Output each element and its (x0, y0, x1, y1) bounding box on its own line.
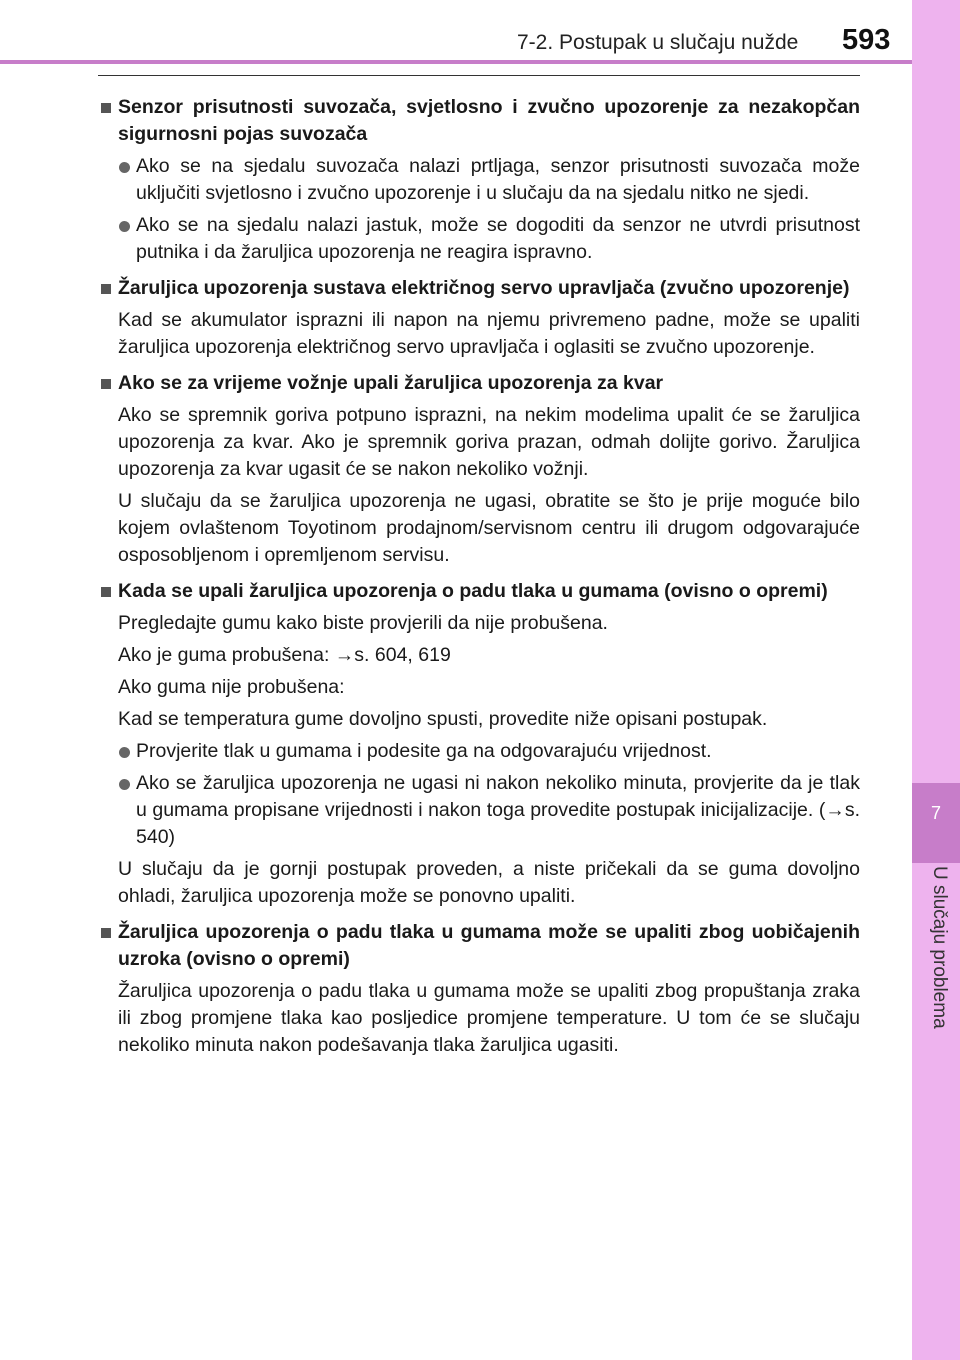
paragraph: U slučaju da se žaruljica upozorenja ne ugasi, obratite se što je prije moguće bilo kojem ovlaštenom Toyotinom prodajnom/servisnom centru ili drugom odgovarajuće osposobljenom i opremljenom servisu. (118, 490, 860, 566)
section-heading (98, 94, 860, 148)
section-heading (98, 919, 860, 973)
square-bullet-icon (101, 587, 111, 597)
paragraph: Ako guma nije probušena: (118, 676, 345, 698)
page-number: 593 (842, 24, 891, 56)
header-rule (0, 60, 912, 64)
section-heading-text: Ako se za vrijeme vožnje upali žaruljica upozorenja za kvar (118, 372, 664, 394)
bullet-text: Ako se žaruljica upozorenja ne ugasi ni nakon nekoliko minuta, provjerite da je tlak u gumama propisane vrijednosti i nakon toga provedite postupak inicijalizacije. (→s. 540) (136, 772, 860, 848)
content-top-rule (98, 75, 860, 76)
paragraph: Žaruljica upozorenja o padu tlaka u gumama može se upaliti zbog propuštanja zraka ili zbog promjene tlaka kao posljedice promjene temperature. U tom će se slučaju nekoliko minuta nakon podešavanja tlaka žaruljica ugasiti. (118, 980, 860, 1056)
round-bullet-icon (119, 162, 130, 173)
chapter-title: U slučaju problema (929, 866, 950, 1029)
round-bullet-icon (119, 779, 130, 790)
paragraph: Pregledajte gumu kako biste provjerili da nije probušena. (118, 612, 608, 634)
bullet-item (98, 770, 860, 851)
square-bullet-icon (101, 284, 111, 294)
page-reference: Ako je guma probušena: →s. 604, 619 (118, 644, 451, 666)
section-heading (98, 578, 860, 605)
section-heading-text: Kada se upali žaruljica upozorenja o padu tlaka u gumama (ovisno o opremi) (118, 580, 828, 602)
round-bullet-icon (119, 747, 130, 758)
square-bullet-icon (101, 103, 111, 113)
section-heading (98, 370, 860, 397)
section-heading-text: Senzor prisutnosti suvozača, svjetlosno i zvučno upozorenje za nezakopčan sigurnosni pojas suvozača (118, 96, 860, 145)
bullet-item (98, 738, 860, 765)
bullet-text: Provjerite tlak u gumama i podesite ga na odgovarajuću vrijednost. (136, 740, 712, 762)
paragraph: U slučaju da je gornji postupak proveden, a niste pričekali da se guma dovoljno ohladi, žaruljica upozorenja može se ponovno upaliti. (118, 858, 860, 907)
section-heading (98, 275, 860, 302)
bullet-text: Ako se na sjedalu nalazi jastuk, može se dogoditi da senzor ne utvrdi prisutnost putnika i da žaruljica upozorenja ne reagira ispravno. (136, 214, 860, 263)
section-title: 7-2. Postupak u slučaju nužde (517, 31, 799, 54)
paragraph: Ako se spremnik goriva potpuno isprazni, na nekim modelima upalit će se žaruljica upozorenja za kvar. Ako je spremnik goriva prazan, odmah dolijte gorivo. Žaruljica upozorenja za kvar ugasit će se nakon nekoliko vožnji. (118, 404, 860, 480)
page-content (98, 94, 860, 1064)
bullet-item (98, 212, 860, 266)
square-bullet-icon (101, 379, 111, 389)
bullet-item (98, 153, 860, 207)
chapter-number: 7 (930, 803, 941, 823)
round-bullet-icon (119, 221, 130, 232)
bullet-text: Ako se na sjedalu suvozača nalazi prtljaga, senzor prisutnosti suvozača može uključiti svjetlosno i zvučno upozorenje i u slučaju da na sjedalu nitko ne sjedi. (136, 155, 860, 204)
section-heading-text: Žaruljica upozorenja o padu tlaka u gumama može se upaliti zbog uobičajenih uzroka (ovisno o opremi) (118, 921, 860, 970)
square-bullet-icon (101, 928, 111, 938)
paragraph: Kad se temperatura gume dovoljno spusti, provedite niže opisani postupak. (118, 708, 768, 730)
chapter-side-tab (912, 0, 960, 1360)
paragraph: Kad se akumulator isprazni ili napon na njemu privremeno padne, može se upaliti žaruljica upozorenja električnog servo upravljača i oglasiti se zvučno upozorenje. (118, 309, 860, 358)
section-heading-text: Žaruljica upozorenja sustava električnog servo upravljača (zvučno upozorenje) (118, 277, 850, 299)
